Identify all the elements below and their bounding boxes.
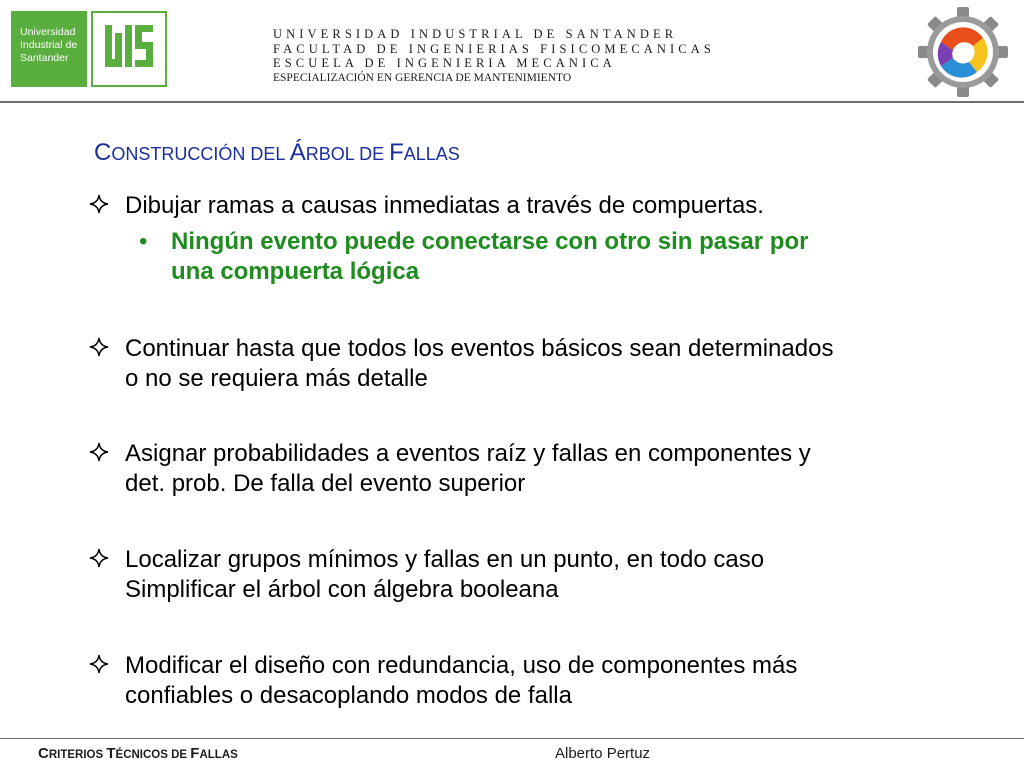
bullet-item — [125, 191, 764, 221]
bullet-text: Asignar probabilidades a eventos raíz y fallas en componentes y — [125, 440, 811, 467]
uis-text-logo — [11, 11, 87, 87]
four-point-star-icon — [88, 193, 110, 215]
four-point-star-icon — [88, 547, 110, 569]
faculty-name: FACULTAD DE INGENIERIAS FISICOMECANICAS — [273, 41, 715, 56]
bullet-text: det. prob. De falla del evento superior — [125, 470, 526, 497]
logo-line: Universidad — [20, 26, 76, 38]
sub-bullet-text: una compuerta lógica — [171, 258, 420, 285]
footer-author: Alberto Pertuz — [555, 745, 651, 762]
logo-line: Santander — [20, 52, 69, 64]
header-divider — [0, 101, 1024, 103]
four-point-star-icon — [88, 441, 110, 463]
sub-bullet-text: Ningún evento puede conectarse con otro sin pasar por — [171, 228, 809, 255]
footer-course-title: CRITERIOS TÉCNICOS DE FALLAS — [38, 745, 238, 762]
uis-monogram-icon — [93, 13, 165, 85]
gear-logo-icon — [918, 3, 1008, 97]
bullet-text: confiables o desacoplando modos de falla — [125, 682, 572, 709]
university-name: UNIVERSIDAD INDUSTRIAL DE SANTANDER — [273, 27, 678, 41]
bullet-text: o no se requiera más detalle — [125, 365, 428, 392]
bullet-item — [125, 334, 833, 394]
four-point-star-icon — [88, 336, 110, 358]
bullet-item — [125, 545, 764, 605]
school-name: ESCUELA DE INGENIERIA MECANICA — [273, 56, 616, 70]
bullet-text: Modificar el diseño con redundancia, uso de componentes más — [125, 652, 798, 679]
institution-block — [273, 27, 715, 85]
slide-title: CONSTRUCCIÓN DEL ÁRBOL DE FALLAS — [94, 139, 460, 166]
bullet-dot-icon: • — [139, 228, 148, 255]
bullet-text: Simplificar el árbol con álgebra booleana — [125, 576, 559, 603]
bullet-text: Localizar grupos mínimos y fallas en un punto, en todo caso — [125, 546, 765, 573]
bullet-text: Continuar hasta que todos los eventos básicos sean determinados — [125, 335, 834, 362]
bullet-item — [125, 439, 811, 499]
specialization-name: ESPECIALIZACIÓN EN GERENCIA DE MANTENIMIENTO — [273, 71, 572, 84]
uis-mark-logo — [91, 11, 167, 87]
logo-line: Industrial de — [20, 39, 78, 51]
bullet-text: Dibujar ramas a causas inmediatas a través de compuertas. — [125, 192, 764, 219]
bullet-item — [125, 651, 797, 711]
footer-divider — [0, 738, 1024, 739]
sub-bullet-item — [139, 227, 809, 287]
four-point-star-icon — [88, 653, 110, 675]
